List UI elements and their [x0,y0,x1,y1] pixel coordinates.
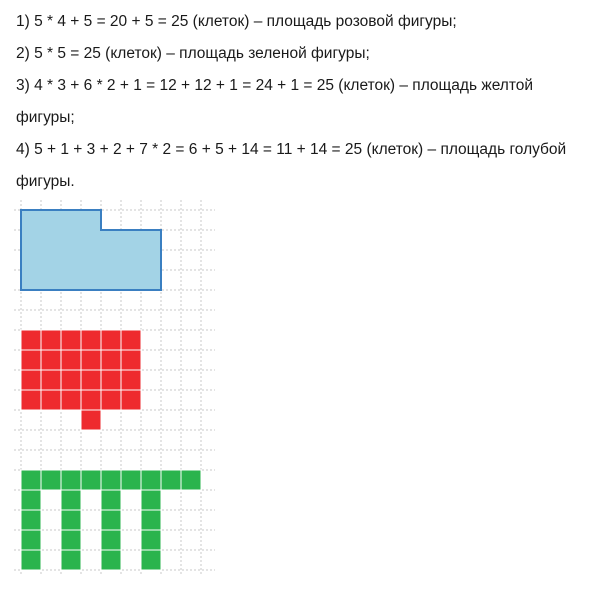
solution-text [16,6,601,198]
solution-line-2: 2) 5 * 5 = 25 (клеток) – площадь зеленой фигуры; [16,45,370,62]
red-figure [21,330,141,430]
solution-line-3-continued: фигуры; [16,109,75,126]
blue-figure [21,210,161,290]
grid-figures-illustration [0,200,240,585]
solution-line-3: 3) 4 * 3 + 6 * 2 + 1 = 12 + 12 + 1 = 24 + 1 = 25 (клеток) – площадь желтой [16,77,534,94]
grid-figures-svg [0,200,240,585]
solution-line-4: 4) 5 + 1 + 3 + 2 + 7 * 2 = 6 + 5 + 14 = 11 + 14 = 25 (клеток) – площадь голубой [16,141,567,158]
solution-line-1: 1) 5 * 4 + 5 = 20 + 5 = 25 (клеток) – площадь розовой фигуры; [16,13,457,30]
green-figure [21,470,201,570]
solution-line-4-continued: фигуры. [16,173,75,190]
